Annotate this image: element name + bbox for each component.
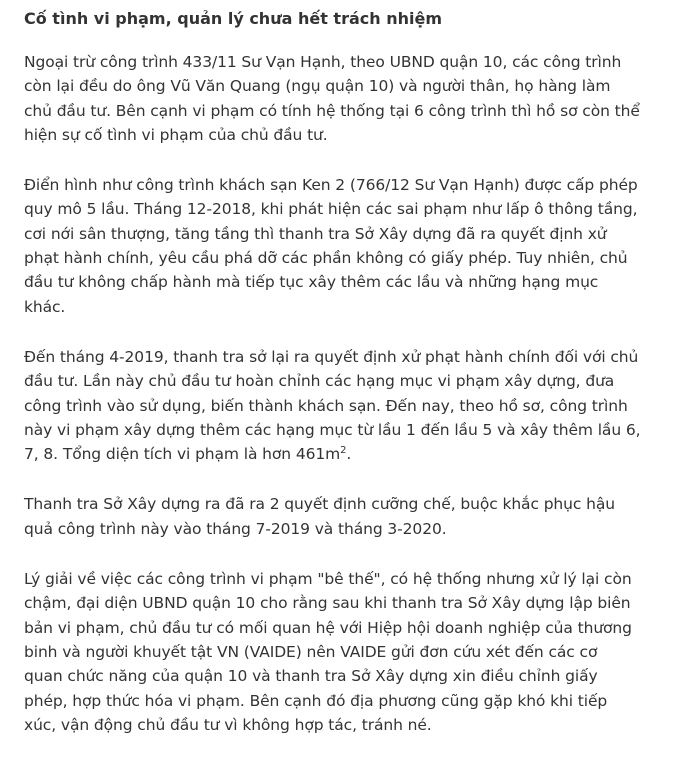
text-line: còn lại đều do ông Vũ Văn Quang (ngụ quận 10) và người thân, họ hàng làm: [24, 77, 611, 96]
text-line: khác.: [24, 297, 66, 316]
text-line: hiện sự cố tình vi phạm của chủ đầu tư.: [24, 125, 328, 144]
text-line: Lý giải về việc các công trình vi phạm "bê thế", có hệ thống nhưng xử lý lại còn: [24, 570, 632, 589]
text-line: quả công trình này vào tháng 7-2019 và tháng 3-2020.: [24, 519, 447, 538]
text-line: phạt hành chính, yêu cầu phá dỡ các phần không có giấy phép. Tuy nhiên, chủ: [24, 249, 628, 268]
paragraph-1: [24, 50, 664, 147]
text-line: cơi nới sân thượng, tăng tầng thì thanh tra Sở Xây dựng đã ra quyết định xử: [24, 224, 607, 243]
text-line: đầu tư. Lần này chủ đầu tư hoàn chỉnh các hạng mục vi phạm xây dựng, đưa: [24, 372, 615, 391]
text-line: bản vi phạm, chủ đầu tư có mối quan hệ với Hiệp hội doanh nghiệp của thương: [24, 618, 632, 637]
text-line: quan chức năng của quận 10 và thanh tra Sở Xây dựng xin điều chỉnh giấy: [24, 667, 598, 686]
paragraph-2: [24, 173, 664, 319]
section-heading: Cố tình vi phạm, quản lý chưa hết trách nhiệm: [24, 9, 442, 28]
square-superscript: 2: [340, 445, 347, 457]
text-line: quy mô 5 lầu. Tháng 12-2018, khi phát hiện các sai phạm như lấp ô thông tầng,: [24, 200, 638, 219]
text-line: binh và người khuyết tật VN (VAIDE) nên VAIDE gửi đơn cứu xét đến các cơ: [24, 642, 598, 661]
text-line: công trình vào sử dụng, biến thành khách sạn. Đến nay, theo hồ sơ, công trình: [24, 396, 628, 415]
text-line: Điển hình như công trình khách sạn Ken 2 (766/12 Sư Vạn Hạnh) được cấp phép: [24, 176, 638, 195]
article-body: [24, 8, 664, 763]
text-line: xúc, vận động chủ đầu tư vì không hợp tác, tránh né.: [24, 715, 432, 734]
text-line: này vi phạm xây dựng thêm các hạng mục từ lầu 1 đến lầu 5 và xây thêm lầu 6,: [24, 420, 641, 439]
text-line: phép, hợp thức hóa vi phạm. Bên cạnh đó địa phương cũng gặp khó khi tiếp: [24, 691, 608, 710]
text-line: đầu tư không chấp hành mà tiếp tục xây thêm các lầu và những hạng mục: [24, 273, 599, 292]
area-text: 7, 8. Tổng diện tích vi phạm là hơn 461m: [24, 445, 341, 464]
text-line: chủ đầu tư. Bên cạnh vi phạm có tính hệ thống tại 6 công trình thì hồ sơ còn thể: [24, 101, 640, 120]
paragraph-4: [24, 492, 664, 541]
paragraph-3: [24, 345, 664, 466]
sentence-end: .: [346, 445, 352, 464]
paragraph-5: [24, 567, 664, 737]
text-line-with-superscript: [24, 442, 664, 466]
text-line: Đến tháng 4-2019, thanh tra sở lại ra quyết định xử phạt hành chính đối với chủ: [24, 347, 639, 366]
text-line: Ngoại trừ công trình 433/11 Sư Vạn Hạnh, theo UBND quận 10, các công trình: [24, 53, 622, 71]
text-line: Thanh tra Sở Xây dựng ra đã ra 2 quyết định cưỡng chế, buộc khắc phục hậu: [24, 495, 615, 514]
text-line: chậm, đại diện UBND quận 10 cho rằng sau khi thanh tra Sở Xây dựng lập biên: [24, 594, 631, 613]
